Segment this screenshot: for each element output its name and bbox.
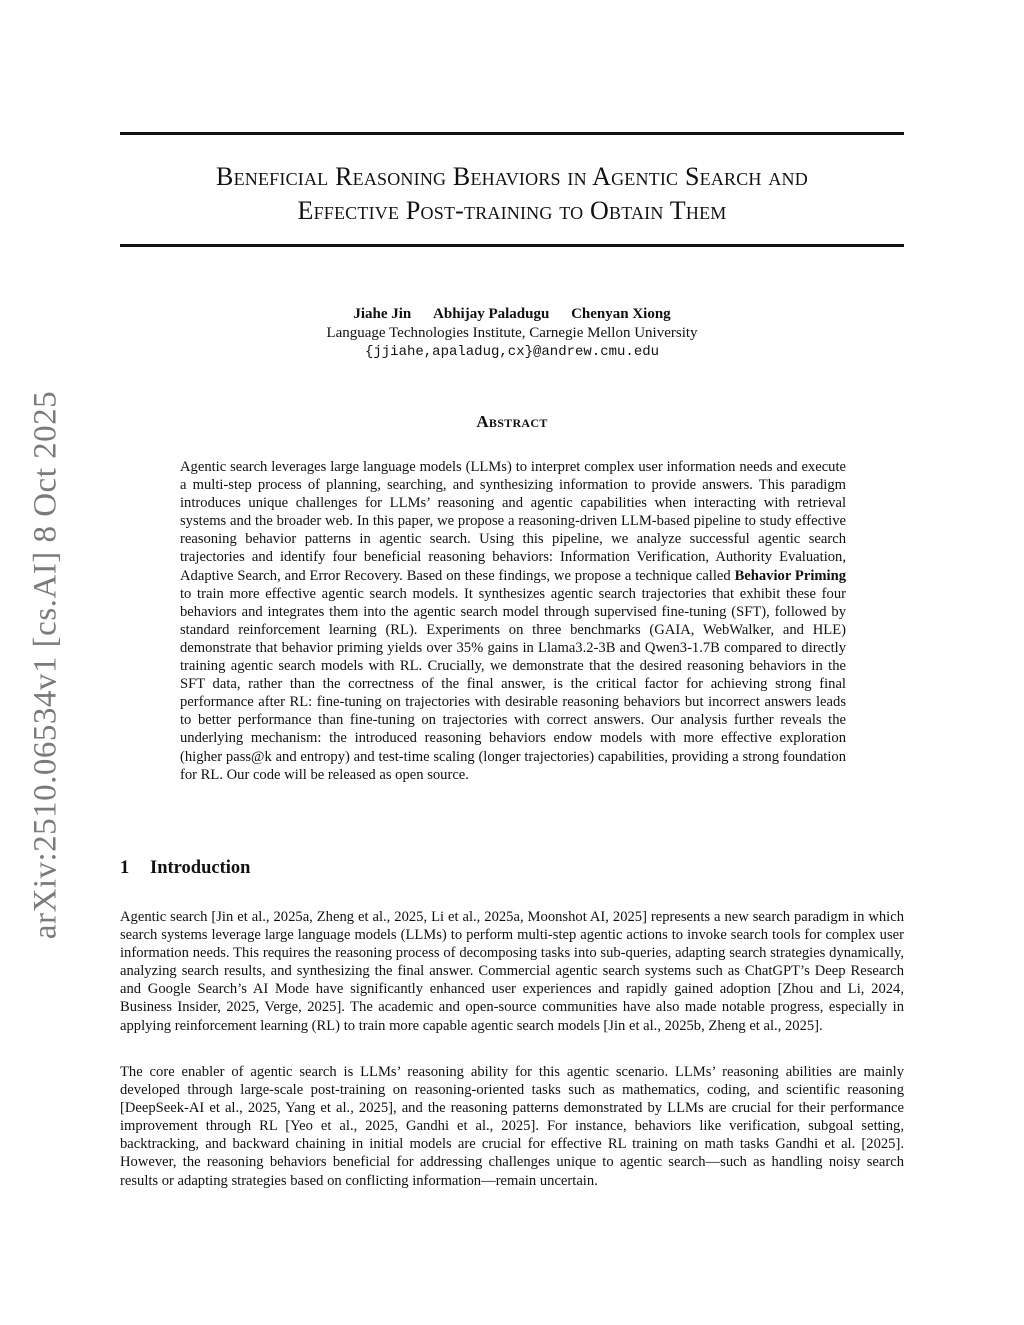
arxiv-identifier-stamp: arXiv:2510.06534v1 [cs.AI] 8 Oct 2025 — [27, 390, 64, 940]
author-names — [120, 305, 904, 324]
section-number: 1 — [120, 858, 130, 878]
section-title: Introduction — [150, 858, 251, 878]
abstract-text-part-1: Agentic search leverages large language models (LLMs) to interpret complex user information needs and execute a multi-step process of planning, searching, and synthesizing information to provide answers. This paradigm introduces unique challenges for LLMs’ reasoning and agentic capabilities when interacting with retrieval systems and the broader web. In this paper, we propose a reasoning-driven LLM-based pipeline to study effective reasoning behavior patterns in agentic search. Using this pipeline, we analyze successful agentic search trajectories and identify four beneficial reasoning behaviors: Information Verification, Authority Evaluation, Adaptive Search, and Error Recovery. Based on these findings, we propose a technique called — [180, 459, 846, 584]
paper-title-line-2: Effective Post-training to Obtain Them — [297, 196, 727, 225]
paper-title — [120, 160, 904, 228]
abstract-heading: Abstract — [476, 412, 548, 431]
abstract-text-part-2: to train more effective agentic search models. It synthesizes agentic search trajectories that exhibit these four behaviors and integrates them into the agentic search model through supervised fine-tuning (SFT), followed by standard reinforcement learning (RL). Experiments on three benchmarks (GAIA, WebWalker, and HLE) demonstrate that behavior priming yields over 35% gains in Llama3.2-3B and Qwen3-1.7B compared to directly training agentic search models with RL. Crucially, we demonstrate that the desired reasoning behaviors in the SFT data, rather than the correctness of the final answer, is the critical factor for achieving strong final performance after RL: fine-tuning on trajectories with desirable reasoning behaviors but incorrect answers leads to better performance than fine-tuning on trajectories with correct answers. Our analysis further reveals the underlying mechanism: the introduced reasoning behaviors endow models with more effective exploration (higher pass@k and entropy) and test-time scaling (longer trajectories) capabilities, providing a strong foundation for RL. Our code will be released as open source. — [180, 585, 846, 783]
introduction-paragraph-1: Agentic search [Jin et al., 2025a, Zheng et al., 2025, Li et al., 2025a, Moonshot AI, 2025] represents a new search paradigm in which search systems leverage large language models (LLMs) to perform multi-step agentic actions to invoke search tools for complex user information needs. This requires the reasoning process of decomposing tasks into sub-queries, adapting search strategies dynamically, analyzing search results, and synthesizing the final answer. Commercial agentic search systems such as ChatGPT’s Deep Research and Google Search’s AI Mode have significantly enhanced user experiences and rapidly gained adoption [Zhou and Li, 2024, Business Insider, 2025, Verge, 2025]. The academic and open-source communities have also made notable progress, especially in applying reinforcement learning (RL) to train more capable agentic search models [Jin et al., 2025b, Zheng et al., 2025]. — [120, 909, 904, 1034]
author-name: Jiahe Jin — [353, 306, 412, 322]
paper-title-line-1: Beneficial Reasoning Behaviors in Agentic Search and — [216, 162, 808, 191]
abstract-bold-term: Behavior Priming — [734, 567, 846, 584]
title-top-rule — [120, 132, 904, 135]
author-block — [120, 305, 904, 362]
author-email: {jjiahe,apaladug,cx}@andrew.cmu.edu — [364, 344, 660, 360]
section-heading-introduction — [120, 858, 250, 879]
author-name: Chenyan Xiong — [571, 306, 671, 322]
introduction-paragraph-2: The core enabler of agentic search is LLMs’ reasoning ability for this agentic scenario. LLMs’ reasoning abilities are mainly developed through large-scale post-training on reasoning-oriented tasks such as mathematics, coding, and scientific reasoning [DeepSeek-AI et al., 2025, Yang et al., 2025], and the reasoning patterns demonstrated by LLMs are crucial for their performance improvement through RL [Yeo et al., 2025, Gandhi et al., 2025]. For instance, behaviors like verification, subgoal setting, backtracking, and backward chaining in initial models are crucial for effective RL training on math tasks Gandhi et al. [2025]. However, the reasoning behaviors beneficial for addressing challenges unique to agentic search—such as handling noisy search results or adapting strategies based on conflicting information—remain uncertain. — [120, 1064, 904, 1189]
author-name: Abhijay Paladugu — [433, 306, 550, 322]
title-bottom-rule — [120, 244, 904, 247]
abstract-body — [180, 458, 846, 784]
author-affiliation: Language Technologies Institute, Carnegie Mellon University — [326, 325, 698, 341]
